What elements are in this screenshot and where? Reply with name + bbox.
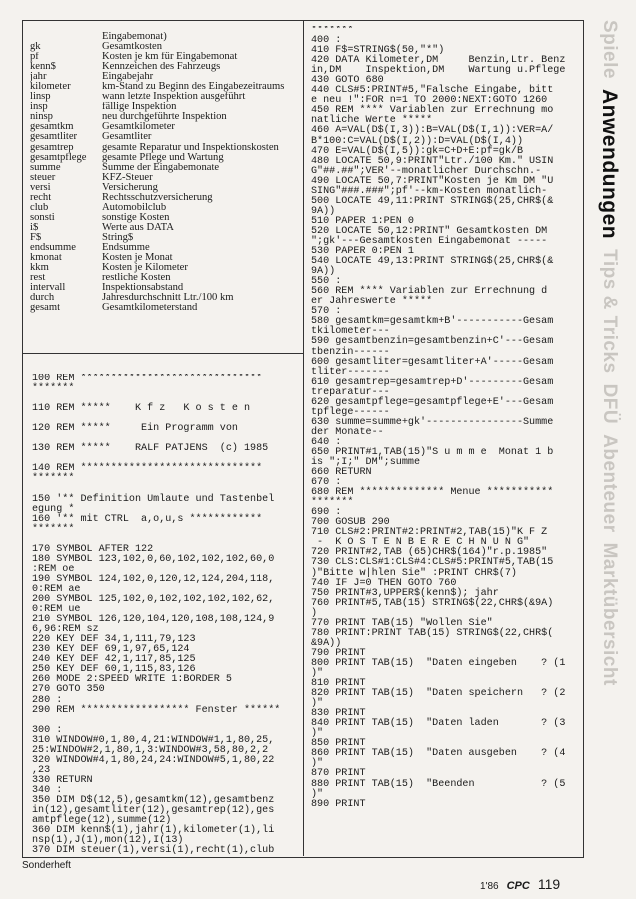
variable-description: Werte aus DATA bbox=[102, 222, 174, 233]
variable-description: Gesamtkilometer bbox=[102, 122, 175, 133]
variable-description: Automobilclub bbox=[102, 202, 167, 213]
variable-name: gk bbox=[30, 42, 41, 53]
variable-name: linsp bbox=[30, 92, 51, 103]
variable-name: kkm bbox=[30, 263, 49, 274]
variable-name: F$ bbox=[30, 232, 42, 243]
variable-description: Gesamtkilometerstand bbox=[102, 303, 198, 314]
variable-row bbox=[30, 203, 300, 213]
variable-row bbox=[30, 122, 300, 132]
variable-name bbox=[30, 32, 102, 42]
variable-description: Summe der Eingabemonate bbox=[102, 162, 220, 173]
section-tab: Abenteuer bbox=[599, 434, 620, 533]
variable-description: Endsumme bbox=[102, 242, 150, 253]
variable-description: String$ bbox=[102, 232, 134, 243]
section-tab: DFÜ bbox=[599, 383, 620, 425]
variable-row bbox=[30, 132, 300, 142]
variable-description: Eingabejahr bbox=[102, 72, 154, 83]
variable-row bbox=[30, 32, 300, 42]
variable-table bbox=[30, 32, 300, 313]
variable-name: gesamtrep bbox=[30, 142, 74, 153]
variable-row bbox=[30, 243, 300, 253]
page-footer bbox=[480, 876, 560, 892]
variable-name: gesamtliter bbox=[30, 132, 78, 143]
variable-description: Kosten je km für Eingabemonat bbox=[102, 52, 238, 63]
variable-name: kenn$ bbox=[30, 62, 56, 73]
variable-name: ninsp bbox=[30, 112, 53, 123]
variable-name: kmonat bbox=[30, 253, 62, 264]
section-tabs bbox=[585, 20, 633, 856]
variable-row bbox=[30, 62, 300, 72]
variable-row bbox=[30, 112, 300, 122]
variable-description: sonstige Kosten bbox=[102, 212, 170, 223]
variable-name: jahr bbox=[30, 72, 47, 83]
variable-name: insp bbox=[30, 102, 48, 113]
variable-name: rest bbox=[30, 273, 46, 284]
code-listing-right: ******* 400 : 410 F$=STRING$(50,"*") 420 DATA Kilometer,DM Benzin,Ltr. Benz in,DM Inspektion,DM Wartung u.Pflege 430 GOTO 680 440 CLS#5:PRINT#5,"Falsche Eingabe, bitt e neu !":FOR n=1 TO 2000:NEXT:GOTO 1260 450 REM **** Variablen zur Errechnung mo natliche Werte ***** 460 A=VAL(D$(I,3)):B=VAL(D$(I,1)):VER=A/ B*100:C=VAL(D$(I,2)):D=VAL(D$(I,4)) 470 E=VAL(D$(I,5)):gk=C+D+E:pf=gk/B 480 LOCATE 50,9:PRINT"Ltr./100 Km." USIN G"##.##";VER'--monatlicher Durchschn.- 490 LOCATE 50,7:PRINT"Kosten je Km DM "U SING"###.###";pf'--km-Kosten monatlich- 500 LOCATE 49,11:PRINT STRING$(25,CHR$(& 9A)) 510 PAPER 1:PEN 0 520 LOCATE 50,12:PRINT" Gesamtkosten DM ";gk'---Gesamtkosten Eingabemonat ----- 530 PAPER 0:PEN 1 540 LOCATE 49,13:PRINT STRING$(25,CHR$(& 9A)) 550 : 560 REM **** Variablen zur Errechnung d er Jahreswerte ***** 570 : 580 gesamtkm=gesamtkm+B'-----------Gesam tkilometer--- 590 gesamtbenzin=gesamtbenzin+C'---Gesam tbenzin------ 600 gesamtliter=gesamtliter+A'-----Gesam tliter------- 610 gesamtrep=gesamtrep+D'---------Gesam treparatur--- 620 gesamtpflege=gesamtpflege+E'---Gesam tpflege------ 630 summe=summe+gk'----------------Summe der Monate-- 640 : 650 PRINT#1,TAB(15)"S u m m e Monat 1 b is ";I;" DM";summe 660 RETURN 670 : 680 REM ************** Menue *********** ******* 690 : 700 GOSUB 290 710 CLS#2:PRINT#2:PRINT#2,TAB(15)"K F Z - K O S T E N B E R E C H N U N G" 720 PRINT#2,TAB (65)CHR$(164)"r.p.1985" 730 CLS:CLS#1:CLS#4:CLS#5:PRINT#5,TAB(15 )"Bitte w|hlen Sie" :PRINT CHR$(7) 740 IF J=0 THEN GOTO 760 750 PRINT#3,UPPER$(kenn$); jahr 760 PRINT#5,TAB(15) STRING$(22,CHR$(&9A) ) 770 PRINT TAB(15) "Wollen Sie" 780 PRINT:PRINT TAB(15) STRING$(22,CHR$( &9A)) 790 PRINT 800 PRINT TAB(15) "Daten eingeben ? (1 )" 810 PRINT 820 PRINT TAB(15) "Daten speichern ? (2 )" 830 PRINT 840 PRINT TAB(15) "Daten laden ? (3 )" 850 PRINT 860 PRINT TAB(15) "Daten ausgeben ? (4 )" 870 PRINT 880 PRINT TAB(15) "Beenden ? (5 )" 890 PRINT bbox=[311, 26, 566, 810]
variable-row bbox=[30, 303, 300, 313]
variable-row bbox=[30, 72, 300, 82]
variable-row bbox=[30, 42, 300, 52]
variable-description: km-Stand zu Beginn des Eingabezeitraums bbox=[102, 82, 285, 93]
variable-description: gesamte Reparatur und Inspektionskosten bbox=[102, 142, 279, 153]
section-tab: Marktübersicht bbox=[599, 542, 620, 686]
magazine-logo: CPC bbox=[506, 880, 530, 892]
variable-name: endsumme bbox=[30, 242, 76, 253]
variable-name: pf bbox=[30, 52, 39, 63]
variable-row bbox=[30, 233, 300, 243]
variable-name: versi bbox=[30, 182, 51, 193]
variable-row bbox=[30, 153, 300, 163]
variable-row bbox=[30, 163, 300, 173]
variable-description: neu durchgeführte Inspektion bbox=[102, 112, 227, 123]
section-divider bbox=[22, 353, 303, 354]
code-listing-left: 100 REM ****************************** ******* 110 REM ***** K f z K o s t e n 120 REM ***** Ein Programm von 130 REM ***** RALF PATJENS (c) 1985 140 REM ****************************** ******* 150 '** Definition Umlaute und Tastenbel egung * 160 '** mit CTRL a,o,u,s ************ ******* 170 SYMBOL AFTER 122 180 SYMBOL 123,102,0,60,102,102,102,60,0 :REM oe 190 SYMBOL 124,102,0,120,12,124,204,118, 0:REM ae 200 SYMBOL 125,102,0,102,102,102,102,62, 0:REM ue 210 SYMBOL 126,120,104,120,108,108,124,9 6,96:REM sz 220 KEY DEF 34,1,111,79,123 230 KEY DEF 69,1,97,65,124 240 KEY DEF 42,1,117,85,125 250 KEY DEF 60,1,115,83,126 260 MODE 2:SPEED WRITE 1:BORDER 5 270 GOTO 350 280 : 290 REM ****************** Fenster ****** 300 : 310 WINDOW#0,1,80,4,21:WINDOW#1,1,80,25, 25:WINDOW#2,1,80,1,3:WINDOW#3,58,80,2,2 320 WINDOW#4,1,80,24,24:WINDOW#5,1,80,22 ,23 330 RETURN 340 : 350 DIM D$(12,5),gesamtkm(12),gesamtbenz in(12),gesamtliter(12),gesamtrep(12),ges amtpflege(12),summe(12) 360 DIM kenn$(1),jahr(1),kilometer(1),li nsp(1),J(1),mon(12),I(13) 370 DIM steuer(1),versi(1),recht(1),club bbox=[32, 374, 281, 854]
variable-name: kilometer bbox=[30, 82, 71, 93]
variable-description: Kosten je Monat bbox=[102, 253, 173, 264]
section-tab: Anwendungen bbox=[598, 88, 621, 240]
variable-row bbox=[30, 193, 300, 203]
variable-description: Kennzeichen des Fahrzeugs bbox=[102, 62, 221, 73]
variable-row bbox=[30, 102, 300, 112]
section-tab: Spiele bbox=[599, 20, 620, 79]
variable-row bbox=[30, 293, 300, 303]
variable-description: gesamte Pflege und Wartung bbox=[102, 152, 224, 163]
variable-description: Eingabemonat) bbox=[102, 32, 167, 42]
variable-description: Gesamtkosten bbox=[102, 42, 163, 53]
variable-row bbox=[30, 283, 300, 293]
page-number: 119 bbox=[537, 876, 561, 892]
variable-name: summe bbox=[30, 162, 61, 173]
variable-description: restliche Kosten bbox=[102, 273, 171, 284]
variable-name: gesamt bbox=[30, 303, 61, 314]
variable-row bbox=[30, 52, 300, 62]
variable-row bbox=[30, 143, 300, 153]
variable-description: Kosten je Kilometer bbox=[102, 263, 188, 274]
section-tab: Tips & Tricks bbox=[599, 249, 620, 374]
variable-name: gesamtpflege bbox=[30, 152, 87, 163]
variable-description: wann letzte Inspektion ausgeführt bbox=[102, 92, 246, 103]
variable-description: Versicherung bbox=[102, 182, 158, 193]
section-tabs-strip bbox=[585, 20, 633, 856]
variable-name: steuer bbox=[30, 172, 56, 183]
variable-row bbox=[30, 273, 300, 283]
left-column bbox=[22, 20, 304, 856]
variable-name: i$ bbox=[30, 222, 39, 233]
variable-row bbox=[30, 263, 300, 273]
variable-description: KFZ-Steuer bbox=[102, 172, 153, 183]
right-column bbox=[305, 20, 582, 856]
variable-description: Jahresdurchschnitt Ltr./100 km bbox=[102, 293, 234, 304]
variable-name: intervall bbox=[30, 283, 66, 294]
variable-row bbox=[30, 173, 300, 183]
variable-name: sonsti bbox=[30, 212, 55, 223]
variable-row bbox=[30, 92, 300, 102]
variable-row bbox=[30, 253, 300, 263]
variable-row bbox=[30, 223, 300, 233]
variable-description: Rechtsschutzversicherung bbox=[102, 192, 213, 203]
variable-row bbox=[30, 82, 300, 92]
variable-description: fällige Inspektion bbox=[102, 102, 177, 113]
variable-description: Inspektionsabstand bbox=[102, 283, 184, 294]
variable-name: recht bbox=[30, 192, 52, 203]
footer-label: Sonderheft bbox=[22, 860, 71, 871]
variable-description: Gesamtliter bbox=[102, 132, 152, 143]
variable-name: club bbox=[30, 202, 49, 213]
variable-name: durch bbox=[30, 293, 55, 304]
variable-row bbox=[30, 183, 300, 193]
issue-number: 1'86 bbox=[480, 881, 499, 892]
variable-row bbox=[30, 213, 300, 223]
variable-name: gesamtkm bbox=[30, 122, 74, 133]
